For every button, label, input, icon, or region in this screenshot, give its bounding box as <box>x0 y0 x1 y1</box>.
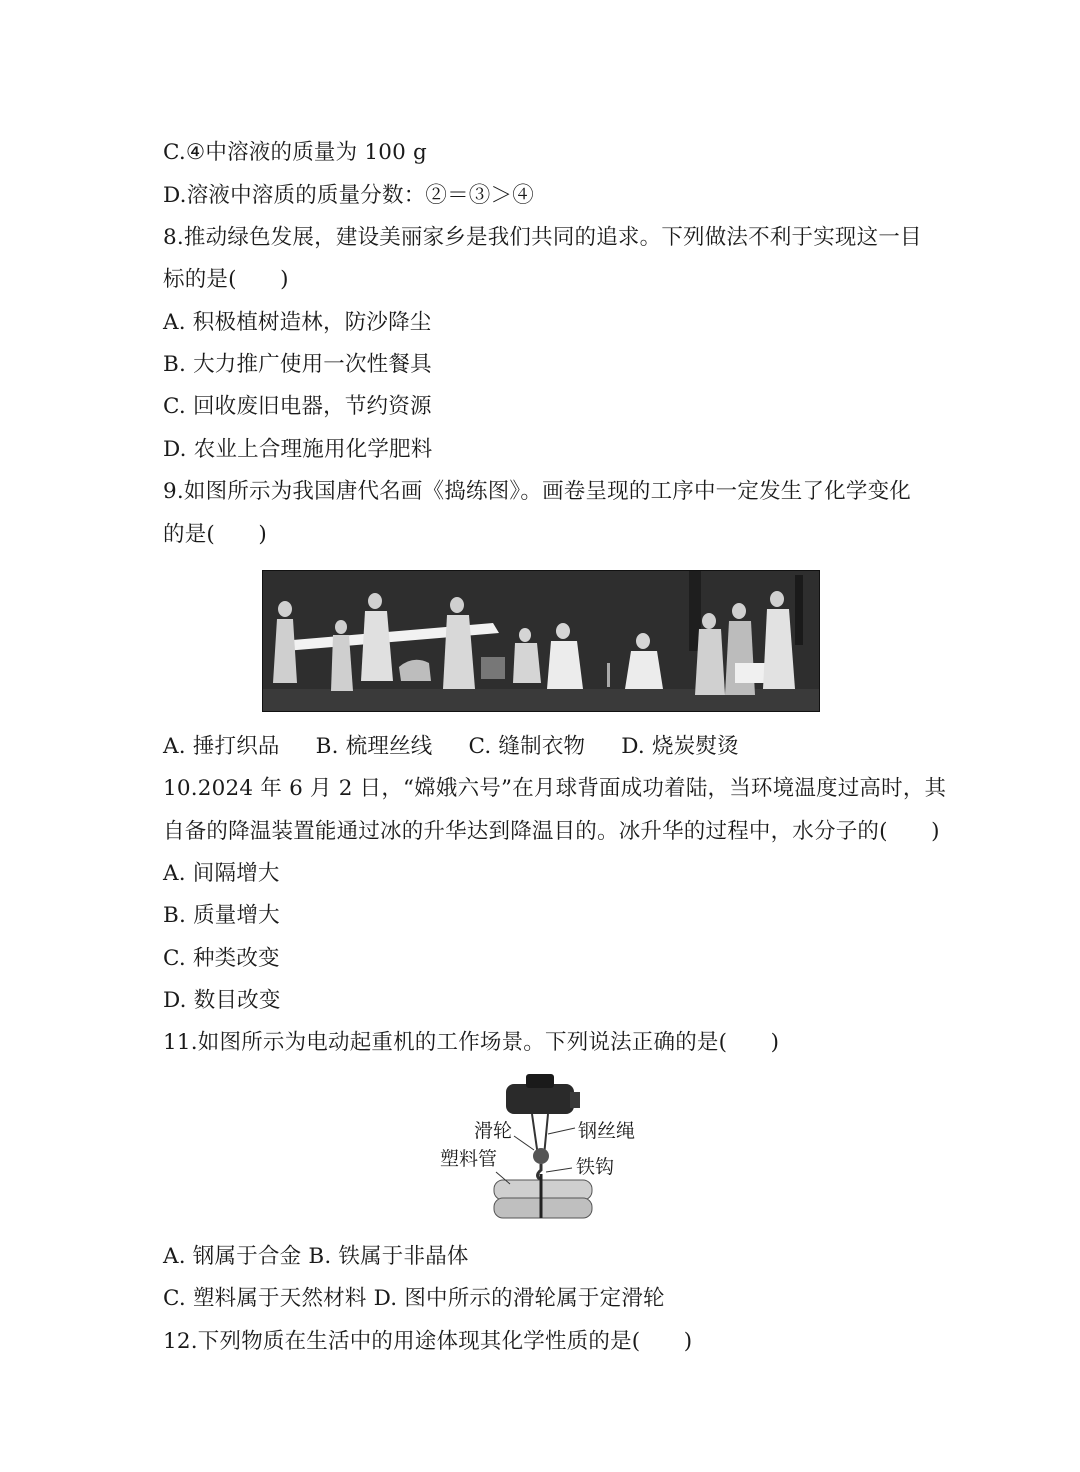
q11-stem: 11.如图所示为电动起重机的工作场景。下列说法正确的是( ) <box>163 1030 780 1055</box>
q9-options-row <box>163 732 739 762</box>
q9-option-a: A. 捶打织品 <box>163 734 280 759</box>
q10-option-d: D. 数目改变 <box>163 988 281 1013</box>
label-iron-hook: 铁钩 <box>576 1156 615 1178</box>
q8-option-b: B. 大力推广使用一次性餐具 <box>163 352 432 377</box>
q8-option-a: A. 积极植树造林，防沙降尘 <box>163 310 432 335</box>
painting-illustration <box>263 571 819 711</box>
q9-option-d: D. 烧炭熨烫 <box>621 734 739 759</box>
q10-stem-line2: 自备的降温装置能通过冰的升华达到降温目的。冰升华的过程中，水分子的( ) <box>163 819 940 844</box>
crane-figure <box>430 1070 650 1230</box>
q8-option-c: C. 回收废旧电器，节约资源 <box>163 394 432 419</box>
q10-stem-line1: 10.2024 年 6 月 2 日，“嫦娥六号”在月球背面成功着陆，当环境温度过高时，其 <box>163 776 947 801</box>
q11-options-cd: C. 塑料属于天然材料 D. 图中所示的滑轮属于定滑轮 <box>163 1286 665 1311</box>
q10-option-b: B. 质量增大 <box>163 903 280 928</box>
q11-options-ab: A. 钢属于合金 B. 铁属于非晶体 <box>163 1244 469 1269</box>
q8-option-d: D. 农业上合理施用化学肥料 <box>163 437 433 462</box>
q7-option-d: D.溶液中溶质的质量分数：②＝③＞④ <box>163 183 534 208</box>
q9-stem-line1: 9.如图所示为我国唐代名画《捣练图》。画卷呈现的工序中一定发生了化学变化 <box>163 479 911 504</box>
label-wire-rope: 钢丝绳 <box>578 1120 636 1142</box>
q9-option-b: B. 梳理丝线 <box>315 734 433 759</box>
q8-stem-line2: 标的是( ) <box>163 267 289 292</box>
q12-stem: 12.下列物质在生活中的用途体现其化学性质的是( ) <box>163 1329 693 1354</box>
q8-stem-line1: 8.推动绿色发展，建设美丽家乡是我们共同的追求。下列做法不利于实现这一目 <box>163 225 922 250</box>
q10-option-c: C. 种类改变 <box>163 946 280 971</box>
q7-option-c: C.④中溶液的质量为 100 g <box>163 140 427 165</box>
label-plastic-pipe: 塑料管 <box>440 1148 498 1170</box>
q9-stem-line2: 的是( ) <box>163 522 267 547</box>
q9-option-c: C. 缝制衣物 <box>468 734 586 759</box>
daolian-painting-figure <box>262 570 820 712</box>
label-pulley: 滑轮 <box>474 1120 513 1142</box>
q10-option-a: A. 间隔增大 <box>163 861 280 886</box>
